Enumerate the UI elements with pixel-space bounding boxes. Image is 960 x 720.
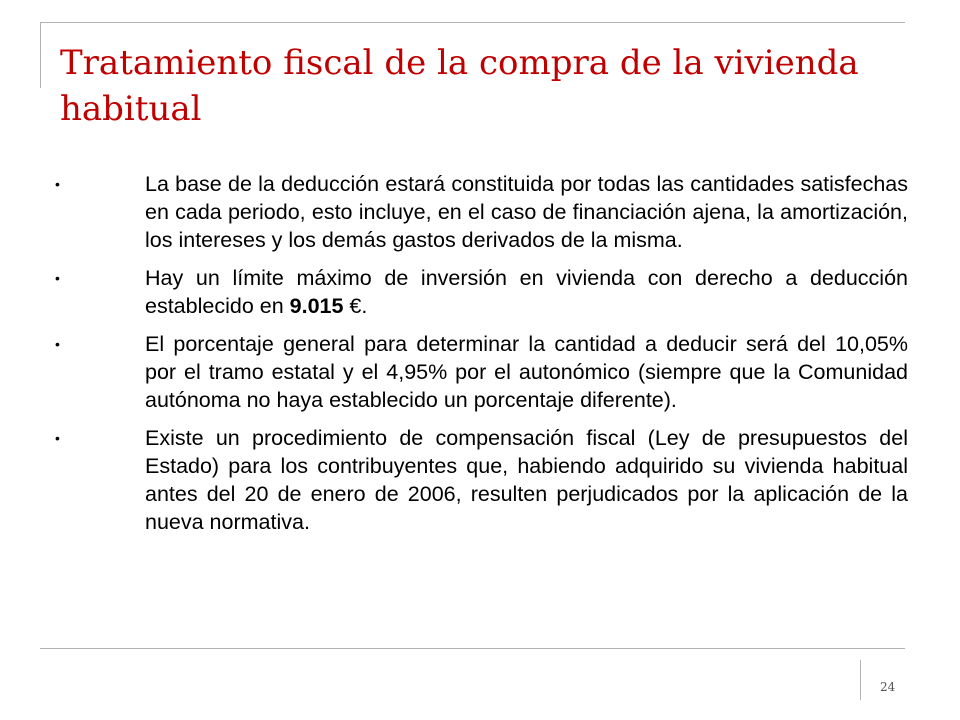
item-text: Existe un procedimiento de compensación fiscal (Ley de presupuestos del Estado) para los contribuyentes que, habiendo adquirido su vivienda habitual antes del 20 de enero de 2006, resulten perjudicados por la aplicación de la nueva normativa. [145, 426, 908, 534]
item-text-end: €. [343, 294, 368, 318]
list-item [55, 424, 908, 536]
bottom-divider [40, 648, 905, 649]
amount-value: 9.015 [289, 294, 344, 318]
slide-title: Tratamiento fiscal de la compra de la vivienda habitual [60, 43, 859, 129]
list-item [55, 330, 908, 414]
list-item [55, 264, 908, 320]
page-number: 24 [880, 680, 896, 694]
bullet-icon: • [55, 336, 60, 352]
top-divider [40, 22, 905, 23]
item-text: Hay un límite máximo de inversión en vivienda con derecho a deducción establecido en [145, 266, 908, 318]
bullet-icon: • [55, 430, 60, 446]
bullet-list [55, 170, 908, 546]
list-item [55, 170, 908, 254]
item-text: El porcentaje general para determinar la cantidad a deducir será del 10,05% por el tramo estatal y el 4,95% por el autonómico (siempre que la Comunidad autónoma no haya establecido un porcentaje diferente). [145, 332, 908, 412]
left-divider [40, 22, 41, 88]
bullet-icon: • [55, 176, 60, 192]
bullet-icon: • [55, 270, 60, 286]
footer-divider [860, 660, 861, 700]
item-text: La base de la deducción estará constituida por todas las cantidades satisfechas en cada periodo, esto incluye, en el caso de financiación ajena, la amortización, los intereses y los demás gastos derivados de la misma. [145, 172, 908, 252]
